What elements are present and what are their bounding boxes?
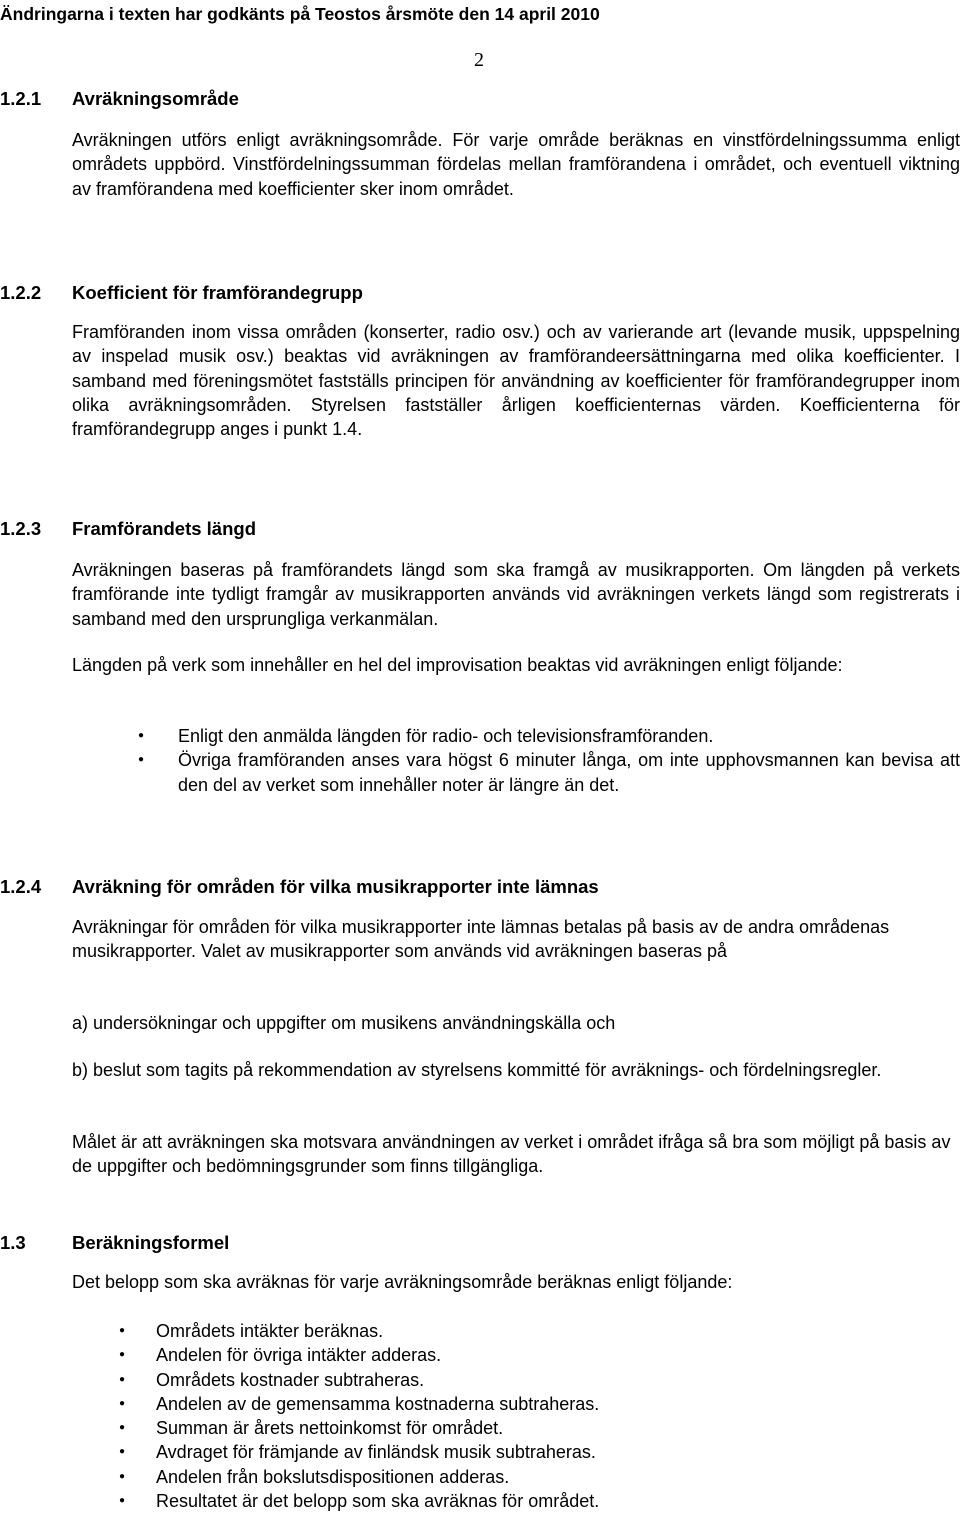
paragraph: Avräkningar för områden för vilka musikrapporter inte lämnas betalas på basis av de andra områdenas musikrapporter. Valet av musikrapporter som används vid avräkningen baseras på [72, 917, 890, 962]
paragraph: a) undersökningar och uppgifter om musikens användningskälla och [72, 1013, 616, 1033]
list-item: ● Andelen för övriga intäkter adderas. [156, 1343, 956, 1367]
document-header: Ändringarna i texten har godkänts på Teostos årsmöte den 14 april 2010 [0, 4, 600, 24]
list-item: ● Summan är årets nettoinkomst för området. [156, 1416, 956, 1440]
section-title: Avräkningsområde [72, 88, 239, 109]
page-number: 2 [474, 49, 484, 71]
paragraph: Avräkningen utförs enligt avräkningsområde. För varje område beräknas en vinstfördelningssumma enligt områdets uppbörd. Vinstfördelningssumman fördelas mellan framförandena i området, och eventuell viktning av framförandena med koefficienter sker inom området. [72, 130, 960, 199]
paragraph: b) beslut som tagits på rekommendation av styrelsens kommitté för avräknings- och fördelningsregler. [72, 1060, 882, 1080]
paragraph: Avräkningen baseras på framförandets längd som ska framgå av musikrapporten. Om längden på verkets framförande inte tydligt framgår av musikrapporten används vid avräkningen verkets längd som registrerats i samband med den ursprungliga verkanmälan. [72, 560, 960, 629]
list-item: ● Övriga framföranden anses vara högst 6 minuter långa, om inte upphovsmannen kan bevisa att den del av verket som innehåller noter är längre än det. [178, 748, 960, 797]
list-item: ● Resultatet är det belopp som ska avräknas för området. [156, 1489, 956, 1513]
section-number: 1.3 [0, 1232, 26, 1253]
list-item: ● Andelen från bokslutsdispositionen adderas. [156, 1465, 956, 1489]
paragraph: Längden på verk som innehåller en hel del improvisation beaktas vid avräkningen enligt följande: [72, 655, 843, 675]
list-item: ● Områdets intäkter beräknas. [156, 1319, 956, 1343]
section-number: 1.2.3 [0, 518, 42, 539]
paragraph: Framföranden inom vissa områden (konserter, radio osv.) och av varierande art (levande musik, uppspelning av inspelad musik osv.) beaktas vid avräkningen av framförandeersättningarna med olika koefficienter. I samband med föreningsmötet fastställs principen för användning av koefficienter för framförandegrupper inom olika avräkningsområden. Styrelsen fastställer årligen koefficienternas värden. Koefficienterna för framförandegrupp anges i punkt 1.4. [72, 322, 960, 440]
list-item: ● Avdraget för främjande av finländsk musik subtraheras. [156, 1440, 956, 1464]
paragraph: Målet är att avräkningen ska motsvara användningen av verket i området ifråga så bra som möjligt på basis av de uppgifter och bedömningsgrunder som finns tillgängliga. [72, 1132, 951, 1177]
section-number: 1.2.1 [0, 88, 42, 109]
list-item: ● Andelen av de gemensamma kostnaderna subtraheras. [156, 1392, 956, 1416]
section-title: Koefficient för framförandegrupp [72, 282, 363, 303]
list-item: ● Enligt den anmälda längden för radio- och televisionsframföranden. [178, 724, 960, 748]
bullet-list [178, 724, 960, 797]
paragraph: Det belopp som ska avräknas för varje avräkningsområde beräknas enligt följande: [72, 1272, 733, 1292]
section-title: Beräkningsformel [72, 1232, 230, 1253]
section-number: 1.2.4 [0, 876, 42, 897]
list-item: ● Områdets kostnader subtraheras. [156, 1368, 956, 1392]
section-title: Avräkning för områden för vilka musikrapporter inte lämnas [72, 876, 599, 897]
bullet-list [156, 1319, 956, 1513]
section-number: 1.2.2 [0, 282, 42, 303]
section-title: Framförandets längd [72, 518, 256, 539]
